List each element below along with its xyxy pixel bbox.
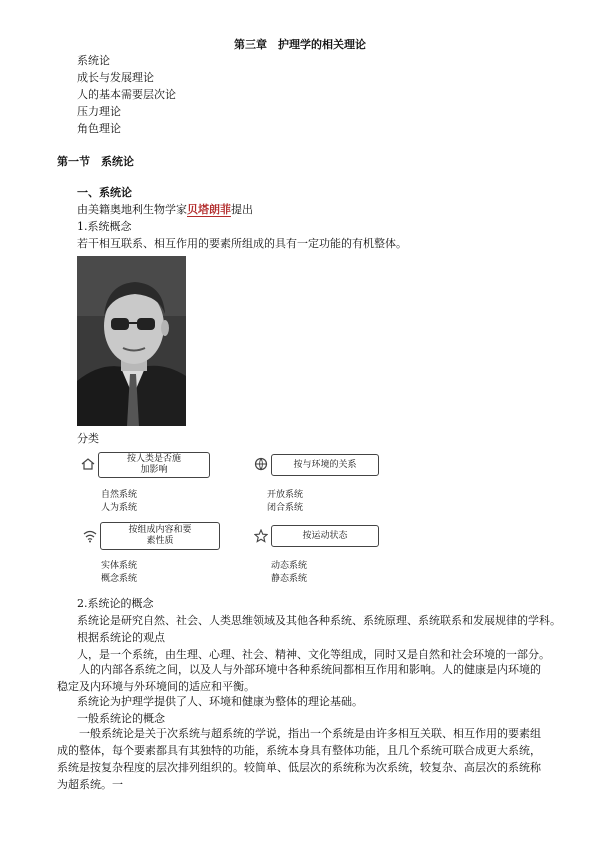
theory-heading: 2.系统论的概念 bbox=[77, 597, 154, 610]
toc-item: 人的基本需要层次论 bbox=[77, 88, 176, 101]
general-paragraph: 一般系统论是关于次系统与超系统的学说，指出一个系统是由许多相互关联、相互作用的要素组成的整体，每个要素都具有其独特的功能，系统本身具有整体功能，且几个系统可联合成更大系统，系统是按复杂程度的层次排列组织的。较简单、低层次的系统称为次系统，较复杂、高层次的系统称为超系统。一 bbox=[57, 727, 541, 791]
globe-icon bbox=[254, 457, 268, 471]
category-item: 概念系统 bbox=[101, 574, 138, 584]
viewpoint-paragraph: 人，是一个系统，由生理、心理、社会、精神、文化等组成，同时又是自然和社会环境的一部分。 bbox=[77, 648, 550, 661]
category-box bbox=[271, 525, 379, 547]
category-box bbox=[98, 452, 210, 478]
concept-text: 若干相互联系、相互作用的要素所组成的具有一定功能的有机整体。 bbox=[77, 237, 407, 250]
category-item: 人为系统 bbox=[101, 503, 138, 513]
portrait-photo bbox=[77, 256, 186, 426]
category-label: 按与环境的关系 bbox=[293, 459, 357, 470]
category-label: 按运动状态 bbox=[302, 530, 348, 541]
origin-suffix: 提出 bbox=[231, 203, 253, 216]
category-item: 实体系统 bbox=[101, 561, 138, 571]
toc-item: 成长与发展理论 bbox=[77, 71, 154, 84]
home-icon bbox=[81, 457, 95, 471]
toc-item: 角色理论 bbox=[77, 122, 121, 135]
category-label: 按组成内容和要素性质 bbox=[128, 525, 192, 546]
category-item: 自然系统 bbox=[101, 490, 138, 500]
general-heading: 一般系统论的概念 bbox=[77, 712, 165, 725]
scientist-name: 贝塔朗菲 bbox=[187, 203, 231, 216]
category-box bbox=[100, 522, 220, 550]
theory-text: 系统论是研究自然、社会、人类思维领域及其他各种系统、系统原理、系统联系和发展规律的学科。 bbox=[77, 614, 561, 627]
toc-item: 压力理论 bbox=[77, 105, 121, 118]
category-item: 闭合系统 bbox=[267, 503, 304, 513]
toc-item: 系统论 bbox=[77, 54, 110, 67]
category-item: 开放系统 bbox=[267, 490, 304, 500]
category-item: 动态系统 bbox=[271, 561, 308, 571]
section-title: 第一节 系统论 bbox=[57, 155, 134, 168]
viewpoint-paragraph: 系统论为护理学提供了人、环境和健康为整体的理论基础。 bbox=[77, 695, 363, 708]
origin-prefix: 由美籍奥地利生物学家 bbox=[77, 203, 187, 216]
chapter-title: 第三章 护理学的相关理论 bbox=[234, 38, 366, 51]
category-label: 按人类是否施加影响 bbox=[126, 454, 181, 475]
category-item: 静态系统 bbox=[271, 574, 308, 584]
classification-label: 分类 bbox=[77, 432, 99, 445]
concept-heading: 1.系统概念 bbox=[77, 220, 132, 233]
viewpoint-paragraph: 人的内部各系统之间，以及人与外部环境中各种系统间都相互作用和影响。人的健康是内环境的稳定及内环境与外环境间的适应和平衡。 bbox=[57, 663, 541, 693]
origin-line bbox=[77, 203, 253, 217]
subsection-title: 一、系统论 bbox=[77, 186, 132, 199]
category-box bbox=[271, 454, 379, 476]
star-icon bbox=[254, 529, 268, 543]
wifi-icon bbox=[83, 529, 97, 543]
viewpoint-heading: 根据系统论的观点 bbox=[77, 631, 165, 644]
